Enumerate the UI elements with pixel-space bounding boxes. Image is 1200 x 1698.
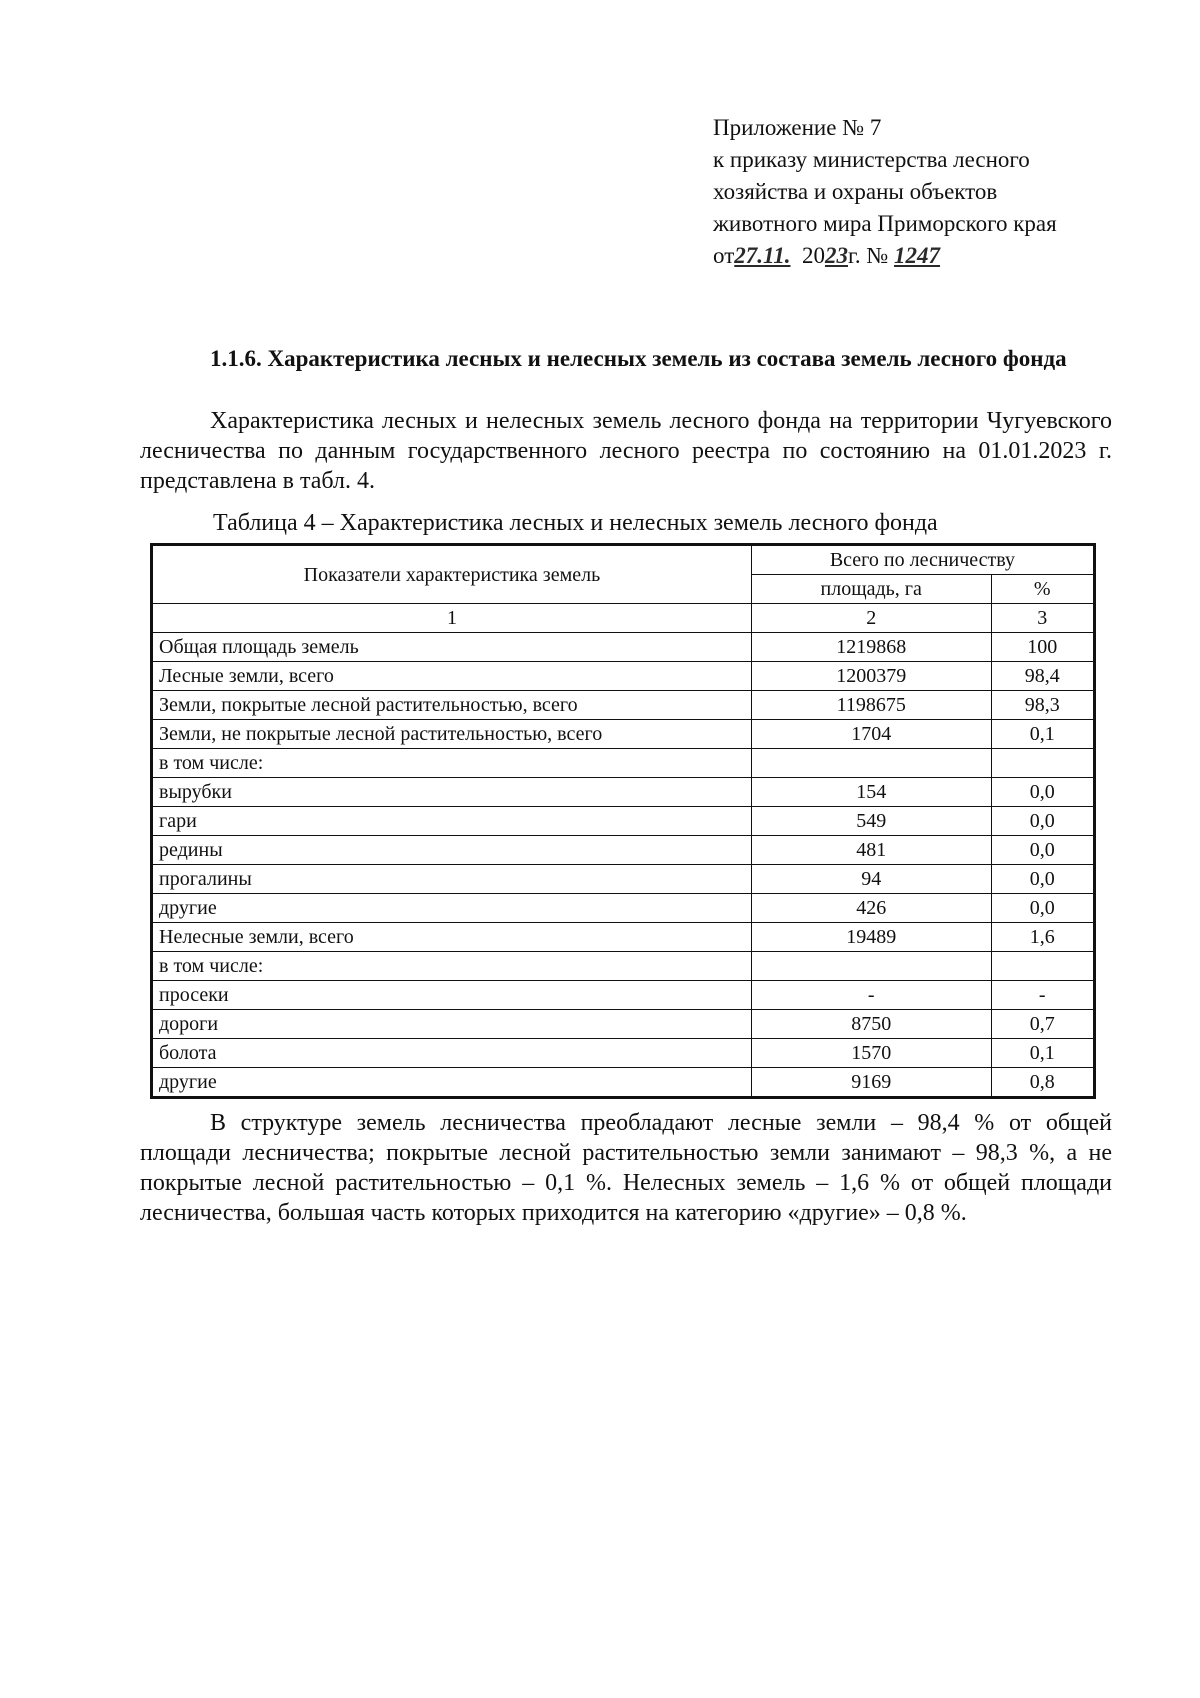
row-name: гари bbox=[152, 807, 752, 836]
row-name: другие bbox=[152, 894, 752, 923]
annex-date-line bbox=[713, 240, 1057, 272]
conclusion-paragraph: В структуре земель лесничества преобладают лесные земли – 98,4 % от общей площади лесничества; покрытые лесной растительностью земли занимают – 98,3 %, а не покрытые лесной растительностью – 0,1 %. Нелесных земель – 1,6 % от общей площади лесничества, большая часть которых приходится на категорию «другие» – 0,8 %. bbox=[140, 1110, 1112, 1226]
table-row bbox=[152, 865, 1095, 894]
row-percent: 0,1 bbox=[991, 720, 1095, 749]
row-percent: 0,0 bbox=[991, 807, 1095, 836]
date-prefix: от bbox=[713, 243, 735, 268]
table-row bbox=[152, 691, 1095, 720]
annex-title: Приложение № 7 bbox=[713, 115, 882, 140]
row-percent: 100 bbox=[991, 633, 1095, 662]
row-percent: 0,7 bbox=[991, 1010, 1095, 1039]
table-row bbox=[152, 633, 1095, 662]
intro-paragraph: Характеристика лесных и нелесных земель лесного фонда на территории Чугуевского лесничества по данным государственного лесного реестра по состоянию на 01.01.2023 г. представлена в табл. 4. bbox=[140, 408, 1112, 494]
row-name: Лесные земли, всего bbox=[152, 662, 752, 691]
row-area: 549 bbox=[751, 807, 991, 836]
row-percent: 0,8 bbox=[991, 1068, 1095, 1098]
number-prefix: г. № bbox=[847, 243, 889, 268]
row-area: 9169 bbox=[751, 1068, 991, 1098]
row-area: 1704 bbox=[751, 720, 991, 749]
row-percent: 0,1 bbox=[991, 1039, 1095, 1068]
row-area: 1198675 bbox=[751, 691, 991, 720]
row-area: 426 bbox=[751, 894, 991, 923]
column-number: 2 bbox=[751, 604, 991, 633]
year-prefix: 20 bbox=[801, 243, 825, 268]
table-row bbox=[152, 894, 1095, 923]
row-name: Нелесные земли, всего bbox=[152, 923, 752, 952]
row-area: 1200379 bbox=[751, 662, 991, 691]
row-name: Общая площадь земель bbox=[152, 633, 752, 662]
row-percent: - bbox=[991, 981, 1095, 1010]
row-name: редины bbox=[152, 836, 752, 865]
row-area: 8750 bbox=[751, 1010, 991, 1039]
row-name: вырубки bbox=[152, 778, 752, 807]
table-row bbox=[152, 720, 1095, 749]
handwritten-year: 23 bbox=[824, 243, 848, 268]
table-header-row bbox=[152, 545, 1095, 575]
table-row bbox=[152, 1068, 1095, 1098]
handwritten-date: 27.11. bbox=[734, 243, 791, 268]
row-name: Земли, не покрытые лесной растительностью, всего bbox=[152, 720, 752, 749]
row-name: в том числе: bbox=[152, 952, 752, 981]
table-row bbox=[152, 836, 1095, 865]
row-percent: 1,6 bbox=[991, 923, 1095, 952]
row-area: 1570 bbox=[751, 1039, 991, 1068]
row-percent: 0,0 bbox=[991, 894, 1095, 923]
row-area: 1219868 bbox=[751, 633, 991, 662]
land-characteristics-table bbox=[150, 543, 1096, 1099]
row-name: Земли, покрытые лесной растительностью, всего bbox=[152, 691, 752, 720]
row-percent: 98,4 bbox=[991, 662, 1095, 691]
row-area: 94 bbox=[751, 865, 991, 894]
table-row bbox=[152, 778, 1095, 807]
table-row bbox=[152, 923, 1095, 952]
row-name: просеки bbox=[152, 981, 752, 1010]
annex-line: хозяйства и охраны объектов bbox=[713, 179, 998, 204]
column-number-row bbox=[152, 604, 1095, 633]
table-row bbox=[152, 981, 1095, 1010]
row-name: болота bbox=[152, 1039, 752, 1068]
row-percent: 0,0 bbox=[991, 865, 1095, 894]
row-name: в том числе: bbox=[152, 749, 752, 778]
annex-line: животного мира Приморского края bbox=[713, 211, 1057, 236]
row-name: прогалины bbox=[152, 865, 752, 894]
annex-block bbox=[713, 112, 1057, 272]
table-row bbox=[152, 662, 1095, 691]
row-percent: 0,0 bbox=[991, 836, 1095, 865]
section-heading: 1.1.6. Характеристика лесных и нелесных земель из состава земель лесного фонда bbox=[210, 346, 1067, 371]
table-row bbox=[152, 807, 1095, 836]
header-total: Всего по лесничеству bbox=[751, 545, 1094, 575]
column-number: 3 bbox=[991, 604, 1095, 633]
table-row bbox=[152, 1039, 1095, 1068]
row-percent: 98,3 bbox=[991, 691, 1095, 720]
row-percent bbox=[991, 749, 1095, 778]
row-name: другие bbox=[152, 1068, 752, 1098]
table-caption: Таблица 4 – Характеристика лесных и нелесных земель лесного фонда bbox=[213, 510, 938, 536]
header-indicator: Показатели характеристика земель bbox=[152, 545, 752, 604]
row-area: 481 bbox=[751, 836, 991, 865]
header-area: площадь, га bbox=[751, 575, 991, 604]
row-area bbox=[751, 952, 991, 981]
row-area: 154 bbox=[751, 778, 991, 807]
row-area: 19489 bbox=[751, 923, 991, 952]
table-row bbox=[152, 952, 1095, 981]
row-area: - bbox=[751, 981, 991, 1010]
table-row bbox=[152, 1010, 1095, 1039]
row-percent: 0,0 bbox=[991, 778, 1095, 807]
column-number: 1 bbox=[152, 604, 752, 633]
table-body bbox=[152, 633, 1095, 1098]
handwritten-number: 1247 bbox=[894, 243, 941, 268]
row-area bbox=[751, 749, 991, 778]
annex-line: к приказу министерства лесного bbox=[713, 147, 1030, 172]
row-name: дороги bbox=[152, 1010, 752, 1039]
table-row bbox=[152, 749, 1095, 778]
row-percent bbox=[991, 952, 1095, 981]
header-percent: % bbox=[991, 575, 1095, 604]
